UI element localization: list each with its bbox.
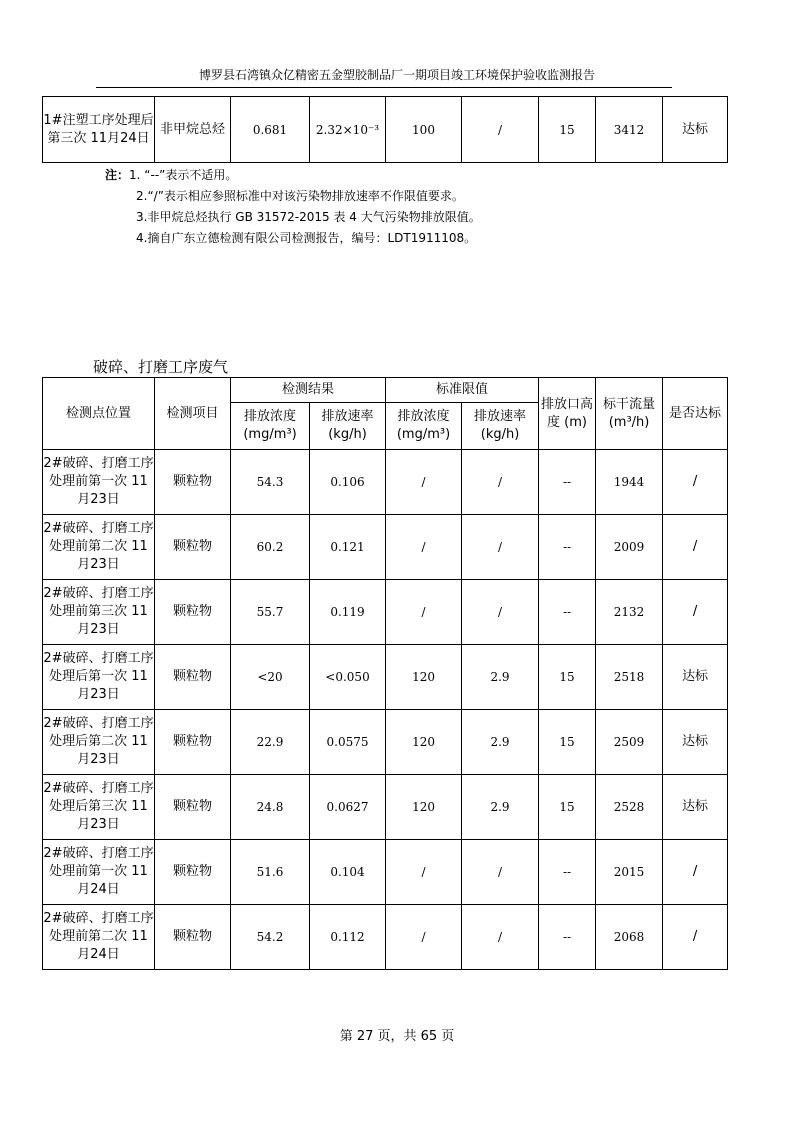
table-header-row: [43, 378, 728, 403]
cell-limit-concentration: 120: [386, 775, 462, 840]
cell-location: 2#破碎、打磨工序处理后第三次 11月23日: [43, 775, 155, 840]
header-location: 检测点位置: [43, 378, 155, 450]
cell-flow: 2528: [596, 775, 663, 840]
cell-flow: 3412: [596, 97, 663, 163]
header-height: 排放口高度 (m): [539, 378, 596, 450]
cell-limit-concentration: /: [386, 580, 462, 645]
cell-item: 颗粒物: [155, 515, 231, 580]
cell-limit-rate: 2.9: [462, 645, 539, 710]
cell-height: 15: [539, 775, 596, 840]
cell-limit-rate: /: [462, 580, 539, 645]
cell-flow: 2518: [596, 645, 663, 710]
cell-limit-rate: 2.9: [462, 710, 539, 775]
cell-concentration: 22.9: [231, 710, 310, 775]
cell-compliance: /: [663, 450, 728, 515]
cell-limit-rate: /: [462, 840, 539, 905]
cell-compliance: /: [663, 515, 728, 580]
note-item: 1. “--”表示不适用。: [129, 168, 238, 182]
table-row: [43, 710, 728, 775]
cell-location: 2#破碎、打磨工序处理前第三次 11月23日: [43, 580, 155, 645]
cell-item: 颗粒物: [155, 775, 231, 840]
cell-item: 非甲烷总烃: [155, 97, 231, 163]
cell-compliance: 达标: [663, 775, 728, 840]
cell-limit-concentration: /: [386, 905, 462, 970]
cell-flow: 2132: [596, 580, 663, 645]
table-body: [43, 450, 728, 970]
cell-rate: 0.106: [310, 450, 386, 515]
cell-height: 15: [539, 710, 596, 775]
header-compliance: 是否达标: [663, 378, 728, 450]
header-item: 检测项目: [155, 378, 231, 450]
cell-height: --: [539, 450, 596, 515]
cell-location: 2#破碎、打磨工序处理前第一次 11月24日: [43, 840, 155, 905]
cell-height: 15: [539, 97, 596, 163]
cell-compliance: /: [663, 580, 728, 645]
cell-location: 1#注塑工序处理后第三次 11月24日: [43, 97, 155, 163]
cell-limit-concentration: /: [386, 450, 462, 515]
table-row: [43, 840, 728, 905]
cell-item: 颗粒物: [155, 905, 231, 970]
cell-std-rate: /: [462, 97, 539, 163]
note-item: 2.“/”表示相应参照标准中对该污染物排放速率不作限值要求。: [136, 189, 464, 203]
cell-flow: 2509: [596, 710, 663, 775]
cell-item: 颗粒物: [155, 645, 231, 710]
header-flow: 标干流量 (m³/h): [596, 378, 663, 450]
cell-compliance: /: [663, 840, 728, 905]
cell-location: 2#破碎、打磨工序处理前第二次 11月24日: [43, 905, 155, 970]
cell-concentration: 0.681: [231, 97, 310, 163]
cell-rate: 0.119: [310, 580, 386, 645]
cell-limit-concentration: 120: [386, 710, 462, 775]
cell-compliance: 达标: [663, 97, 728, 163]
cell-location: 2#破碎、打磨工序处理前第一次 11月23日: [43, 450, 155, 515]
table-row: [43, 97, 728, 163]
cell-flow: 2015: [596, 840, 663, 905]
cell-height: 15: [539, 645, 596, 710]
cell-compliance: /: [663, 905, 728, 970]
notes-label: 注：: [105, 168, 130, 182]
section-title: 破碎、打磨工序废气: [93, 358, 229, 376]
header-results: 检测结果: [231, 378, 386, 403]
cell-item: 颗粒物: [155, 710, 231, 775]
cell-concentration: 55.7: [231, 580, 310, 645]
cell-concentration: 54.2: [231, 905, 310, 970]
cell-rate: 0.104: [310, 840, 386, 905]
cell-item: 颗粒物: [155, 450, 231, 515]
continued-table: [42, 96, 728, 163]
cell-flow: 2068: [596, 905, 663, 970]
cell-limit-concentration: /: [386, 515, 462, 580]
cell-limit-rate: /: [462, 905, 539, 970]
cell-limit-rate: 2.9: [462, 775, 539, 840]
table-row: [43, 645, 728, 710]
note-item: 3.非甲烷总烃执行 GB 31572-2015 表 4 大气污染物排放限值。: [136, 210, 481, 224]
cell-compliance: 达标: [663, 710, 728, 775]
table-notes: [105, 165, 481, 249]
cell-item: 颗粒物: [155, 580, 231, 645]
cell-rate: 0.0627: [310, 775, 386, 840]
table-row: [43, 580, 728, 645]
table-row: [43, 450, 728, 515]
cell-rate: 2.32×10⁻³: [310, 97, 386, 163]
cell-limit-concentration: 120: [386, 645, 462, 710]
cell-flow: 2009: [596, 515, 663, 580]
cell-concentration: 60.2: [231, 515, 310, 580]
table-row: [43, 905, 728, 970]
cell-item: 颗粒物: [155, 840, 231, 905]
cell-concentration: 54.3: [231, 450, 310, 515]
cell-concentration: 24.8: [231, 775, 310, 840]
cell-concentration: 51.6: [231, 840, 310, 905]
cell-height: --: [539, 840, 596, 905]
header-res-conc: 排放浓度 (mg/m³): [231, 403, 310, 450]
cell-limit-concentration: /: [386, 840, 462, 905]
note-item: 4.摘自广东立德检测有限公司检测报告，编号：LDT1911108。: [136, 231, 477, 245]
particulate-table: [42, 377, 728, 970]
cell-height: --: [539, 580, 596, 645]
cell-limit-rate: /: [462, 515, 539, 580]
cell-flow: 1944: [596, 450, 663, 515]
cell-rate: <0.050: [310, 645, 386, 710]
cell-rate: 0.121: [310, 515, 386, 580]
cell-height: --: [539, 905, 596, 970]
cell-height: --: [539, 515, 596, 580]
cell-limit-rate: /: [462, 450, 539, 515]
cell-compliance: 达标: [663, 645, 728, 710]
header-lim-rate: 排放速率 (kg/h): [462, 403, 539, 450]
cell-location: 2#破碎、打磨工序处理后第一次 11月23日: [43, 645, 155, 710]
header-limits: 标准限值: [386, 378, 539, 403]
table-row: [43, 775, 728, 840]
header-lim-conc: 排放浓度 (mg/m³): [386, 403, 462, 450]
cell-concentration: <20: [231, 645, 310, 710]
table-row: [43, 515, 728, 580]
header-divider: [96, 87, 672, 88]
page-number: 第 27 页，共 65 页: [339, 1029, 455, 1044]
cell-location: 2#破碎、打磨工序处理前第二次 11月23日: [43, 515, 155, 580]
cell-location: 2#破碎、打磨工序处理后第二次 11月23日: [43, 710, 155, 775]
page-header-title: 博罗县石湾镇众亿精密五金塑胶制品厂一期项目竣工环境保护验收监测报告: [198, 68, 595, 82]
cell-std-concentration: 100: [386, 97, 462, 163]
header-res-rate: 排放速率 (kg/h): [310, 403, 386, 450]
cell-rate: 0.112: [310, 905, 386, 970]
cell-rate: 0.0575: [310, 710, 386, 775]
